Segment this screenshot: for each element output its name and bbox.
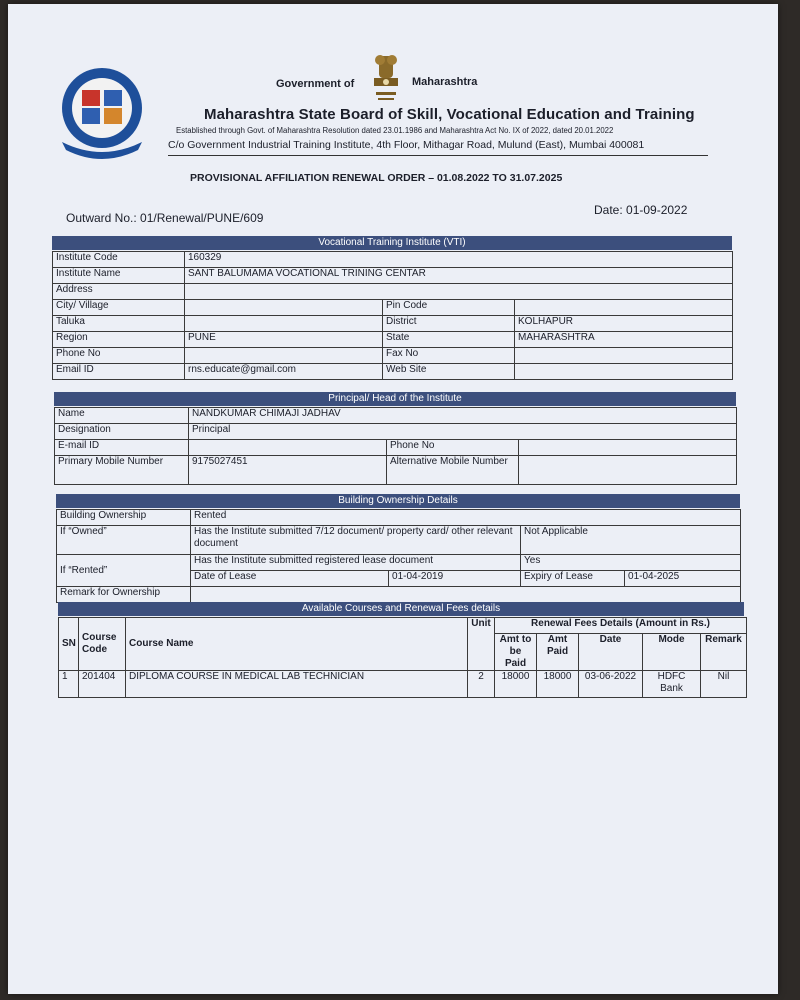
header-course-code: Course Code [79, 618, 126, 671]
pin-value [515, 300, 733, 316]
course-remark: Nil [701, 671, 747, 698]
header-remark: Remark [701, 634, 747, 671]
document-page [8, 4, 778, 994]
course-payment-mode: HDFC Bank [643, 671, 701, 698]
table-row [53, 252, 733, 268]
region-value: PUNE [185, 332, 383, 348]
header-mode: Mode [643, 634, 701, 671]
table-row [53, 268, 733, 284]
header-amt-paid: Amt Paid [537, 634, 579, 671]
outward-number: Outward No.: 01/Renewal/PUNE/609 [66, 211, 264, 225]
ownership-label: Building Ownership [57, 510, 191, 526]
rented-label: If “Rented” [57, 555, 191, 587]
owned-question: Has the Institute submitted 7/12 document/ property card/ other relevant document [191, 526, 521, 555]
principal-email-label: E-mail ID [55, 440, 189, 456]
vti-table [52, 251, 733, 380]
principal-email-value [189, 440, 387, 456]
order-date: Date: 01-09-2022 [594, 203, 688, 217]
city-value [185, 300, 383, 316]
alt-mobile-label: Alternative Mobile Number [387, 456, 519, 485]
fax-value [515, 348, 733, 364]
institute-name-label: Institute Name [53, 268, 185, 284]
principal-phone-label: Phone No [387, 440, 519, 456]
institute-name-value: SANT BALUMAMA VOCATIONAL TRINING CENTAR [185, 268, 733, 284]
state-emblem [366, 52, 406, 110]
designation-value: Principal [189, 424, 737, 440]
header-divider [168, 155, 708, 156]
institute-code-label: Institute Code [53, 252, 185, 268]
owned-answer: Not Applicable [521, 526, 741, 555]
header-amt-to-be-paid: Amt to be Paid [495, 634, 537, 671]
msbsvet-logo [52, 64, 152, 164]
city-label: City/ Village [53, 300, 185, 316]
region-label: Region [53, 332, 185, 348]
table-row [53, 284, 733, 300]
course-sn: 1 [59, 671, 79, 698]
state-value: MAHARASHTRA [515, 332, 733, 348]
district-value: KOLHAPUR [515, 316, 733, 332]
address-value [185, 284, 733, 300]
header-date: Date [579, 634, 643, 671]
table-row [57, 526, 741, 555]
course-payment-date: 03-06-2022 [579, 671, 643, 698]
table-row [53, 348, 733, 364]
gov-of-label: Government of [276, 78, 355, 90]
fax-label: Fax No [383, 348, 515, 364]
principal-name-value: NANDKUMAR CHIMAJI JADHAV [189, 408, 737, 424]
principal-table [54, 407, 737, 485]
taluka-value [185, 316, 383, 332]
taluka-label: Taluka [53, 316, 185, 332]
course-amt-to-be-paid: 18000 [495, 671, 537, 698]
website-value [515, 364, 733, 380]
alt-mobile-value [519, 456, 737, 485]
expiry-label: Expiry of Lease [521, 571, 625, 587]
table-row [57, 555, 741, 571]
mobile-label: Primary Mobile Number [55, 456, 189, 485]
date-of-lease-label: Date of Lease [191, 571, 389, 587]
table-row [55, 424, 737, 440]
table-row [55, 440, 737, 456]
table-row [53, 332, 733, 348]
principal-name-label: Name [55, 408, 189, 424]
email-label: Email ID [53, 364, 185, 380]
website-label: Web Site [383, 364, 515, 380]
table-row [53, 316, 733, 332]
building-table [56, 509, 741, 603]
table-row [53, 300, 733, 316]
institute-code-value: 160329 [185, 252, 733, 268]
principal-band: Principal/ Head of the Institute [54, 392, 736, 406]
mobile-value: 9175027451 [189, 456, 387, 485]
district-label: District [383, 316, 515, 332]
board-address: C/o Government Industrial Training Institute, 4th Floor, Mithagar Road, Mulund (East), Mumbai 400081 [168, 139, 645, 151]
owned-label: If “Owned” [57, 526, 191, 555]
established-note: Established through Govt. of Maharashtra Resolution dated 23.01.1986 and Maharashtra Act No. IX of 2022, dated 20.01.2022 [176, 126, 614, 135]
courses-band: Available Courses and Renewal Fees details [58, 602, 744, 616]
state-label: State [383, 332, 515, 348]
table-row [57, 587, 741, 603]
course-code: 201404 [79, 671, 126, 698]
rented-question: Has the Institute submitted registered lease document [191, 555, 521, 571]
pin-label: Pin Code [383, 300, 515, 316]
course-name: DIPLOMA COURSE IN MEDICAL LAB TECHNICIAN [126, 671, 468, 698]
board-title: Maharashtra State Board of Skill, Vocational Education and Training [204, 106, 695, 123]
table-row [55, 408, 737, 424]
address-label: Address [53, 284, 185, 300]
table-row [59, 618, 747, 634]
building-band: Building Ownership Details [56, 494, 740, 508]
rented-answer: Yes [521, 555, 741, 571]
course-amt-paid: 18000 [537, 671, 579, 698]
email-value: rns.educate@gmail.com [185, 364, 383, 380]
table-row [57, 510, 741, 526]
course-unit: 2 [468, 671, 495, 698]
courses-table [58, 617, 747, 698]
vti-band: Vocational Training Institute (VTI) [52, 236, 732, 250]
header-unit: Unit [468, 618, 495, 671]
header-sn: SN [59, 618, 79, 671]
header-renewal-fees: Renewal Fees Details (Amount in Rs.) [495, 618, 747, 634]
table-row [59, 671, 747, 698]
phone-label: Phone No [53, 348, 185, 364]
order-title: PROVISIONAL AFFILIATION RENEWAL ORDER – 01.08.2022 TO 31.07.2025 [190, 172, 563, 184]
table-row [55, 456, 737, 485]
remark-ownership-value [191, 587, 741, 603]
ownership-value: Rented [191, 510, 741, 526]
phone-value [185, 348, 383, 364]
designation-label: Designation [55, 424, 189, 440]
date-of-lease-value: 01-04-2019 [389, 571, 521, 587]
header-course-name: Course Name [126, 618, 468, 671]
table-row [53, 364, 733, 380]
state-name: Maharashtra [412, 76, 478, 88]
principal-phone-value [519, 440, 737, 456]
remark-ownership-label: Remark for Ownership [57, 587, 191, 603]
expiry-value: 01-04-2025 [625, 571, 741, 587]
